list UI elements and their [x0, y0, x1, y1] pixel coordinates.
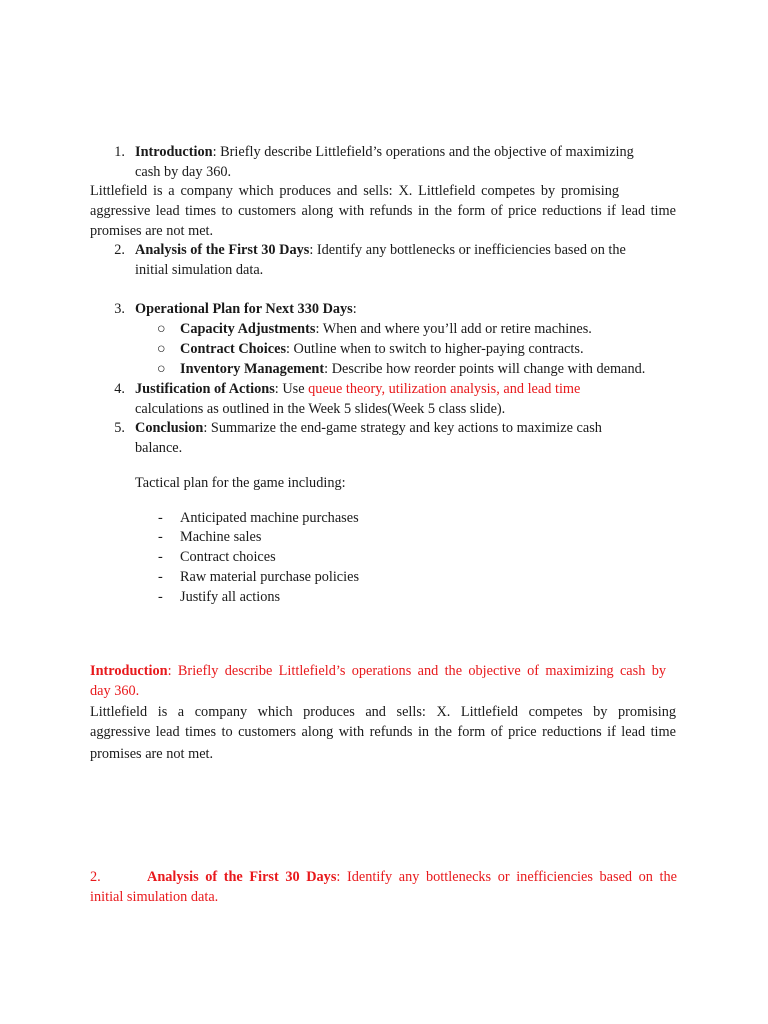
item-description: : Use [274, 381, 309, 397]
list-item-continuation: balance. [135, 440, 183, 456]
list-number: 4. [114, 381, 125, 397]
list-item-continuation: cash by day 360. [135, 164, 232, 180]
sub-item-text: : Outline when to switch to higher-paying contracts. [286, 341, 584, 357]
list-item-text [135, 300, 357, 320]
red-analysis-number: 2. [90, 869, 101, 885]
list-item-text [135, 419, 602, 439]
list-item-text [135, 241, 695, 261]
red-analysis-line [147, 868, 677, 888]
red-analysis-heading: Analysis of the First 30 Days [147, 869, 337, 885]
sub-item-heading: Contract Choices [180, 341, 287, 357]
item-description: : Summarize the end-game strategy and key actions to maximize cash [203, 420, 602, 436]
tactical-item: Contract choices [180, 549, 276, 565]
red-intro-heading: Introduction [90, 663, 168, 679]
tactical-heading: Tactical plan for the game including: [135, 475, 346, 491]
paragraph-line: aggressive lead times to customers along with refunds in the form of price reductions if lead time [90, 724, 676, 740]
dash-bullet: - [158, 529, 163, 545]
item-heading: Analysis of the First 30 Days [135, 242, 310, 258]
sub-item-capacity [180, 320, 592, 340]
dash-bullet: - [158, 589, 163, 605]
item-heading: Introduction [135, 144, 213, 160]
sub-item-text: : Describe how reorder points will change with demand. [324, 361, 646, 377]
sub-item-heading: Capacity Adjustments [180, 321, 316, 337]
paragraph-line: promises are not met. [90, 746, 214, 762]
item-heading: Conclusion [135, 420, 204, 436]
list-item-text [135, 380, 580, 400]
paragraph-line: aggressive lead times to customers along with refunds in the form of price reductions if lead time [90, 203, 676, 219]
item-description: : [352, 301, 357, 317]
red-analysis-text: : Identify any bottlenecks or inefficiencies based on the [336, 869, 677, 885]
list-number: 1. [114, 144, 125, 160]
list-item-text [135, 143, 695, 163]
list-item-continuation: initial simulation data. [135, 262, 264, 278]
tactical-item: Machine sales [180, 529, 262, 545]
red-analysis-continuation: initial simulation data. [90, 889, 219, 905]
tactical-item: Raw material purchase policies [180, 569, 360, 585]
paragraph-line: Littlefield is a company which produces and sells: X. Littlefield competes by promising [90, 183, 619, 199]
list-number: 5. [114, 420, 125, 436]
list-item-continuation: calculations as outlined in the Week 5 slides(Week 5 class slide). [135, 401, 506, 417]
item-heading: Operational Plan for Next 330 Days [135, 301, 353, 317]
item-heading: Justification of Actions [135, 381, 275, 397]
item-description: : Identify any bottlenecks or inefficiencies based on the [309, 242, 626, 258]
list-number: 2. [114, 242, 125, 258]
paragraph-line: Littlefield is a company which produces and sells: X. Littlefield competes by promising [90, 704, 676, 720]
list-number: 3. [114, 301, 125, 317]
paragraph-line: promises are not met. [90, 223, 214, 239]
dash-bullet: - [158, 569, 163, 585]
dash-bullet: - [158, 549, 163, 565]
red-intro-text: : Briefly describe Littlefield’s operations and the objective of maximizing cash by [167, 663, 666, 679]
dash-bullet: - [158, 510, 163, 526]
red-intro-continuation: day 360. [90, 683, 140, 699]
sub-item-inventory [180, 360, 645, 380]
sub-item-heading: Inventory Management [180, 361, 325, 377]
item-description: : Briefly describe Littlefield’s operations and the objective of maximizing [212, 144, 634, 160]
tactical-item: Justify all actions [180, 589, 281, 605]
circle-bullet-icon: ○ [157, 341, 166, 357]
sub-item-contract [180, 340, 584, 360]
sub-item-text: : When and where you’ll add or retire machines. [315, 321, 592, 337]
highlighted-text: queue theory, utilization analysis, and lead time [308, 381, 581, 397]
circle-bullet-icon: ○ [157, 321, 166, 337]
red-intro-line [90, 662, 666, 682]
tactical-item: Anticipated machine purchases [180, 510, 359, 526]
circle-bullet-icon: ○ [157, 361, 166, 377]
